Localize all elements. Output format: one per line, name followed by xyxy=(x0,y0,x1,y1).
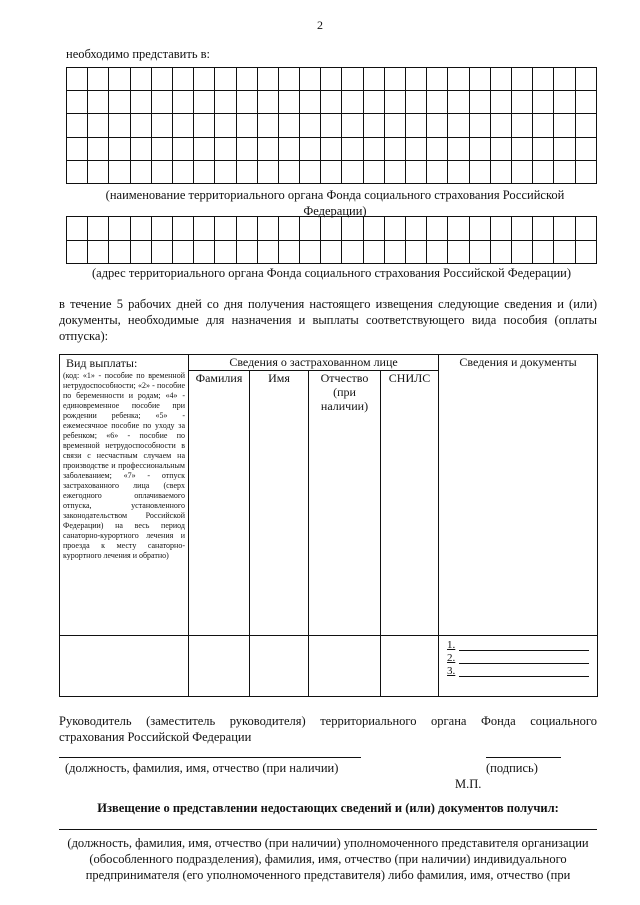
letter-box[interactable] xyxy=(321,91,342,114)
letter-box[interactable] xyxy=(67,91,88,114)
doc-line-3[interactable]: 3. xyxy=(447,664,589,677)
letter-box[interactable] xyxy=(278,114,299,137)
letter-box[interactable] xyxy=(172,137,193,160)
letter-box[interactable] xyxy=(554,114,575,137)
letter-box[interactable] xyxy=(469,160,490,183)
col-patronymic: Отчество (при наличии) xyxy=(309,371,381,636)
letter-box[interactable] xyxy=(384,217,405,241)
letter-box[interactable] xyxy=(427,217,448,241)
letter-box[interactable] xyxy=(384,114,405,137)
letter-box[interactable] xyxy=(194,91,215,114)
letter-box[interactable] xyxy=(300,68,321,91)
letter-box[interactable] xyxy=(363,160,384,183)
letter-box[interactable] xyxy=(88,240,109,264)
received-caption: (должность, фамилия, имя, отчество (при наличии) уполномоченного представителя организации (обособленного подразделения), фамилия, имя, отчество (при наличии) индивидуального предпринимателя (его уполномоченного представителя) либо фамилия, имя, отчество (при xyxy=(67,836,589,882)
letter-box[interactable] xyxy=(342,68,363,91)
letter-box[interactable] xyxy=(427,240,448,264)
letter-box[interactable] xyxy=(257,68,278,91)
letter-box[interactable] xyxy=(130,114,151,137)
cell-name[interactable] xyxy=(250,635,309,696)
letter-box[interactable] xyxy=(151,68,172,91)
letter-box[interactable] xyxy=(554,68,575,91)
letter-box[interactable] xyxy=(109,114,130,137)
letter-box[interactable] xyxy=(363,240,384,264)
letter-box[interactable] xyxy=(151,91,172,114)
letter-box[interactable] xyxy=(257,91,278,114)
letter-box[interactable] xyxy=(406,114,427,137)
cell-snils[interactable] xyxy=(381,635,439,696)
letter-box[interactable] xyxy=(469,68,490,91)
letter-box[interactable] xyxy=(533,240,554,264)
page-number: 2 xyxy=(317,18,323,32)
letter-box[interactable] xyxy=(342,114,363,137)
letter-box[interactable] xyxy=(448,137,469,160)
docs-header: Сведения и документы xyxy=(439,355,598,636)
letter-box[interactable] xyxy=(554,160,575,183)
letter-box[interactable] xyxy=(215,114,236,137)
letter-box[interactable] xyxy=(575,217,597,241)
letter-box[interactable] xyxy=(533,160,554,183)
letter-box[interactable] xyxy=(151,137,172,160)
letter-box[interactable] xyxy=(511,240,532,264)
letter-box[interactable] xyxy=(342,160,363,183)
letter-box[interactable] xyxy=(490,68,511,91)
letter-box[interactable] xyxy=(278,137,299,160)
cell-surname[interactable] xyxy=(189,635,250,696)
letter-box[interactable] xyxy=(236,137,257,160)
letter-box[interactable] xyxy=(278,91,299,114)
letter-box[interactable] xyxy=(427,160,448,183)
letter-box[interactable] xyxy=(427,114,448,137)
insured-person-header: Сведения о застрахованном лице xyxy=(189,355,439,371)
cell-docs[interactable] xyxy=(439,635,598,696)
letter-box[interactable] xyxy=(511,217,532,241)
letter-box[interactable] xyxy=(575,91,597,114)
letter-box[interactable] xyxy=(427,91,448,114)
letter-box[interactable] xyxy=(278,240,299,264)
letter-box[interactable] xyxy=(363,68,384,91)
letter-box[interactable] xyxy=(490,91,511,114)
letter-box[interactable] xyxy=(406,137,427,160)
letter-box[interactable] xyxy=(575,160,597,183)
letter-box[interactable] xyxy=(257,240,278,264)
letter-box[interactable] xyxy=(257,217,278,241)
position-signature-line[interactable] xyxy=(59,757,361,758)
doc-line-1[interactable]: 1. xyxy=(447,638,589,651)
letter-box[interactable] xyxy=(300,114,321,137)
letter-box[interactable] xyxy=(88,114,109,137)
letter-box[interactable] xyxy=(130,137,151,160)
letter-box[interactable] xyxy=(88,68,109,91)
letter-box[interactable] xyxy=(469,137,490,160)
letter-box[interactable] xyxy=(511,160,532,183)
letter-box[interactable] xyxy=(300,217,321,241)
letter-box[interactable] xyxy=(554,240,575,264)
letter-box[interactable] xyxy=(300,160,321,183)
letter-box[interactable] xyxy=(67,68,88,91)
letter-box[interactable] xyxy=(511,68,532,91)
letter-box[interactable] xyxy=(172,240,193,264)
letter-box[interactable] xyxy=(469,217,490,241)
letter-box[interactable] xyxy=(342,91,363,114)
letter-box[interactable] xyxy=(88,217,109,241)
letter-box[interactable] xyxy=(406,217,427,241)
letter-box[interactable] xyxy=(575,114,597,137)
letter-box[interactable] xyxy=(109,160,130,183)
letter-box[interactable] xyxy=(130,240,151,264)
letter-box[interactable] xyxy=(469,91,490,114)
letter-box[interactable] xyxy=(363,137,384,160)
letter-box[interactable] xyxy=(151,217,172,241)
letter-box[interactable] xyxy=(130,160,151,183)
letter-box[interactable] xyxy=(321,137,342,160)
letter-box[interactable] xyxy=(151,160,172,183)
letter-box[interactable] xyxy=(67,160,88,183)
letter-box[interactable] xyxy=(575,68,597,91)
letter-box[interactable] xyxy=(363,114,384,137)
letter-box[interactable] xyxy=(533,114,554,137)
letter-box[interactable] xyxy=(406,68,427,91)
letter-box[interactable] xyxy=(172,68,193,91)
letter-box[interactable] xyxy=(194,137,215,160)
letter-box[interactable] xyxy=(575,240,597,264)
doc-line-2[interactable]: 2. xyxy=(447,651,589,664)
letter-box[interactable] xyxy=(533,137,554,160)
caption-signature: (подпись) xyxy=(486,761,538,775)
letter-box[interactable] xyxy=(342,240,363,264)
col-surname: Фамилия xyxy=(189,371,250,636)
letter-box[interactable] xyxy=(236,217,257,241)
letter-box[interactable] xyxy=(130,217,151,241)
letter-box[interactable] xyxy=(130,91,151,114)
col-snils: СНИЛС xyxy=(381,371,439,636)
letter-box[interactable] xyxy=(172,91,193,114)
letter-box[interactable] xyxy=(406,160,427,183)
letter-box[interactable] xyxy=(151,240,172,264)
intro-text: необходимо представить в: xyxy=(66,47,211,61)
letter-box[interactable] xyxy=(384,240,405,264)
letter-box[interactable] xyxy=(511,91,532,114)
letter-box[interactable] xyxy=(448,217,469,241)
letter-box[interactable] xyxy=(321,217,342,241)
fund-name-grid[interactable] xyxy=(66,67,597,184)
letter-box[interactable] xyxy=(384,91,405,114)
letter-box[interactable] xyxy=(109,217,130,241)
letter-box[interactable] xyxy=(448,68,469,91)
letter-box[interactable] xyxy=(236,114,257,137)
letter-box[interactable] xyxy=(300,91,321,114)
letter-box[interactable] xyxy=(194,240,215,264)
letter-box[interactable] xyxy=(469,114,490,137)
letter-box[interactable] xyxy=(490,240,511,264)
letter-box[interactable] xyxy=(384,160,405,183)
letter-box[interactable] xyxy=(490,114,511,137)
payment-type-cell xyxy=(60,355,189,636)
caption-fund-address: (адрес территориального органа Фонда социального страхования Российской Федерации) xyxy=(91,266,571,280)
letter-box[interactable] xyxy=(490,160,511,183)
letter-box[interactable] xyxy=(278,68,299,91)
head-text: Руководитель (заместитель руководителя) территориального органа Фонда социального страхования Российской Федерации xyxy=(59,714,597,744)
col-name: Имя xyxy=(250,371,309,636)
letter-box[interactable] xyxy=(215,68,236,91)
request-paragraph: в течение 5 рабочих дней со дня получения настоящего извещения следующие сведения и (или) документы, необходимые для назначения и выплаты соответствующего вида пособия (оплаты отпуска): xyxy=(59,297,597,343)
letter-box[interactable] xyxy=(448,114,469,137)
letter-box[interactable] xyxy=(194,114,215,137)
letter-box[interactable] xyxy=(236,160,257,183)
letter-box[interactable] xyxy=(300,240,321,264)
letter-box[interactable] xyxy=(384,137,405,160)
payment-type-codes: (код: «1» - пособие по временной нетрудоспособности; «2» - пособие по беременности и родам; «4» - единовременное пособие при рождении ребенка; «5» - ежемесячное пособие по уходу за ребенком; «6» - пособие по временной нетрудоспособности в связи с несчастным случаем на производстве и профессиональным заболеванием; «7» - отпуск застрахованного лица (сверх ежегодного оплачиваемого отпуска, установленного законодательством Российской Федерации) на весь период санаторно-курортного лечения и проезда к месту санаторно-курортного лечения и обратно) xyxy=(63,371,185,560)
letter-box[interactable] xyxy=(172,217,193,241)
letter-box[interactable] xyxy=(533,217,554,241)
letter-box[interactable] xyxy=(321,68,342,91)
letter-box[interactable] xyxy=(194,160,215,183)
payment-type-title: Вид выплаты: xyxy=(66,356,138,370)
letter-box[interactable] xyxy=(321,240,342,264)
letter-box[interactable] xyxy=(406,240,427,264)
letter-box[interactable] xyxy=(406,91,427,114)
letter-box[interactable] xyxy=(236,240,257,264)
letter-box[interactable] xyxy=(448,240,469,264)
letter-box[interactable] xyxy=(342,137,363,160)
letter-box[interactable] xyxy=(67,137,88,160)
letter-box[interactable] xyxy=(88,137,109,160)
letter-box[interactable] xyxy=(363,91,384,114)
letter-box[interactable] xyxy=(257,160,278,183)
letter-box[interactable] xyxy=(67,114,88,137)
letter-box[interactable] xyxy=(151,114,172,137)
letter-box[interactable] xyxy=(533,91,554,114)
letter-box[interactable] xyxy=(88,91,109,114)
letter-box[interactable] xyxy=(236,68,257,91)
letter-box[interactable] xyxy=(554,137,575,160)
letter-box[interactable] xyxy=(469,240,490,264)
letter-box[interactable] xyxy=(511,114,532,137)
letter-box[interactable] xyxy=(215,137,236,160)
letter-box[interactable] xyxy=(109,91,130,114)
letter-box[interactable] xyxy=(194,68,215,91)
cell-payment-type[interactable] xyxy=(60,635,189,696)
letter-box[interactable] xyxy=(575,137,597,160)
letter-box[interactable] xyxy=(88,160,109,183)
letter-box[interactable] xyxy=(533,68,554,91)
letter-box[interactable] xyxy=(67,217,88,241)
letter-box[interactable] xyxy=(215,240,236,264)
letter-box[interactable] xyxy=(427,68,448,91)
letter-box[interactable] xyxy=(342,217,363,241)
fund-address-grid[interactable] xyxy=(66,216,597,264)
letter-box[interactable] xyxy=(278,160,299,183)
stamp-label: М.П. xyxy=(455,777,482,791)
letter-box[interactable] xyxy=(130,68,151,91)
letter-box[interactable] xyxy=(109,68,130,91)
letter-box[interactable] xyxy=(215,160,236,183)
letter-box[interactable] xyxy=(278,217,299,241)
documents-table xyxy=(59,354,598,697)
cell-patronymic[interactable] xyxy=(309,635,381,696)
letter-box[interactable] xyxy=(172,160,193,183)
signature-line[interactable] xyxy=(486,757,561,758)
letter-box[interactable] xyxy=(490,137,511,160)
letter-box[interactable] xyxy=(448,91,469,114)
letter-box[interactable] xyxy=(109,240,130,264)
letter-box[interactable] xyxy=(554,217,575,241)
letter-box[interactable] xyxy=(384,68,405,91)
letter-box[interactable] xyxy=(321,114,342,137)
letter-box[interactable] xyxy=(554,91,575,114)
caption-fund-name: (наименование территориального органа Фонда социального страхования Российской Федерации) xyxy=(105,188,565,218)
letter-box[interactable] xyxy=(490,217,511,241)
letter-box[interactable] xyxy=(257,114,278,137)
letter-box[interactable] xyxy=(427,137,448,160)
letter-box[interactable] xyxy=(236,91,257,114)
letter-box[interactable] xyxy=(257,137,278,160)
letter-box[interactable] xyxy=(363,217,384,241)
letter-box[interactable] xyxy=(300,137,321,160)
letter-box[interactable] xyxy=(194,217,215,241)
letter-box[interactable] xyxy=(172,114,193,137)
letter-box[interactable] xyxy=(67,240,88,264)
letter-box[interactable] xyxy=(321,160,342,183)
letter-box[interactable] xyxy=(215,217,236,241)
received-line[interactable] xyxy=(59,829,597,830)
letter-box[interactable] xyxy=(109,137,130,160)
letter-box[interactable] xyxy=(448,160,469,183)
letter-box[interactable] xyxy=(215,91,236,114)
letter-box[interactable] xyxy=(511,137,532,160)
received-title: Извещение о представлении недостающих сведений и (или) документов получил: xyxy=(97,801,559,815)
caption-position: (должность, фамилия, имя, отчество (при наличии) xyxy=(65,761,339,775)
